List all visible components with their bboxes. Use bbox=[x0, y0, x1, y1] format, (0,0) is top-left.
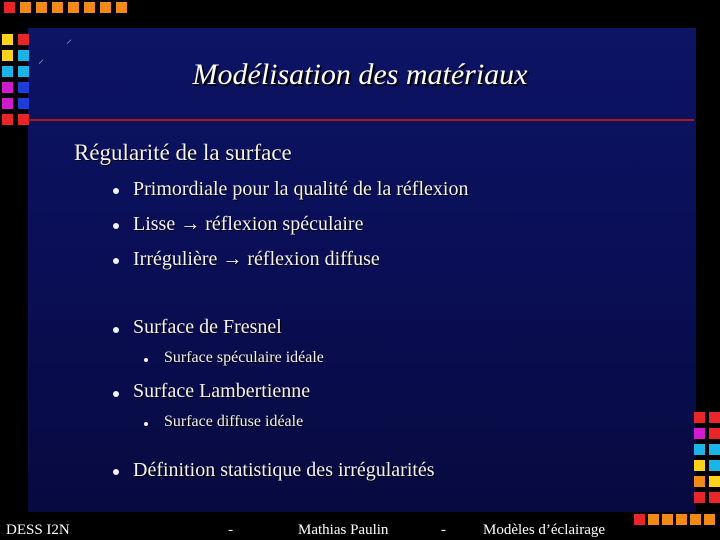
decorative-square bbox=[116, 2, 127, 13]
decorative-square bbox=[709, 444, 720, 455]
sub-bullet-item: Surface spéculaire idéale bbox=[164, 349, 324, 366]
bullet-item: Primordiale pour la qualité de la réflexion bbox=[133, 178, 469, 200]
decorative-square bbox=[18, 34, 29, 45]
decorative-square bbox=[68, 2, 79, 13]
decorative-square bbox=[709, 492, 720, 503]
decorative-stroke: ⸝ bbox=[66, 32, 73, 46]
decorative-square bbox=[690, 514, 701, 525]
decorative-square bbox=[694, 476, 705, 487]
decorative-square bbox=[36, 2, 47, 13]
decorative-square bbox=[4, 2, 15, 13]
decorative-square bbox=[2, 114, 13, 125]
decorative-square bbox=[694, 428, 705, 439]
decorative-square bbox=[2, 98, 13, 109]
bullet-dot bbox=[113, 327, 119, 333]
decorative-square bbox=[709, 412, 720, 423]
decorative-square bbox=[100, 2, 111, 13]
decorative-square bbox=[709, 476, 720, 487]
decorative-square bbox=[2, 50, 13, 61]
decorative-square bbox=[694, 460, 705, 471]
decorative-stroke: ⸝ bbox=[38, 52, 45, 66]
bullet-dot bbox=[113, 223, 119, 229]
bullet-item: Surface Lambertienne bbox=[133, 380, 311, 402]
footer-course: DESS I2N bbox=[6, 522, 70, 538]
sub-bullet-dot bbox=[144, 422, 148, 426]
decorative-square bbox=[709, 460, 720, 471]
decorative-square bbox=[634, 514, 645, 525]
bullet-dot bbox=[113, 391, 119, 397]
footer-separator: - bbox=[441, 522, 446, 538]
decorative-square bbox=[704, 514, 715, 525]
footer-author: Mathias Paulin bbox=[298, 522, 389, 538]
decorative-square bbox=[648, 514, 659, 525]
decorative-square bbox=[18, 66, 29, 77]
decorative-square bbox=[2, 34, 13, 45]
decorative-square bbox=[84, 2, 95, 13]
decorative-square bbox=[662, 514, 673, 525]
bullet-item: Définition statistique des irrégularités bbox=[133, 459, 435, 481]
sub-bullet-item: Surface diffuse idéale bbox=[164, 413, 304, 430]
slide-title: Modélisation des matériaux bbox=[192, 58, 528, 91]
bullet-dot bbox=[113, 258, 119, 264]
decorative-square bbox=[2, 66, 13, 77]
title-divider bbox=[28, 119, 694, 121]
decorative-square bbox=[694, 492, 705, 503]
decorative-square bbox=[18, 82, 29, 93]
decorative-square bbox=[694, 444, 705, 455]
decorative-square bbox=[18, 50, 29, 61]
decorative-square bbox=[676, 514, 687, 525]
footer-separator: - bbox=[228, 522, 233, 538]
decorative-square bbox=[709, 428, 720, 439]
bullet-dot bbox=[113, 188, 119, 194]
bullet-item: Lisse → réflexion spéculaire bbox=[133, 213, 364, 235]
decorative-square bbox=[18, 98, 29, 109]
bullet-dot bbox=[113, 469, 119, 475]
decorative-square bbox=[20, 2, 31, 13]
bullet-item: Irrégulière → réflexion diffuse bbox=[133, 248, 380, 270]
section-heading: Régularité de la surface bbox=[74, 140, 292, 165]
sub-bullet-dot bbox=[144, 358, 148, 362]
decorative-square bbox=[694, 412, 705, 423]
decorative-square bbox=[2, 82, 13, 93]
bullet-item: Surface de Fresnel bbox=[133, 316, 282, 338]
decorative-square bbox=[52, 2, 63, 13]
footer-chapter: Modèles d’éclairage bbox=[483, 522, 606, 538]
